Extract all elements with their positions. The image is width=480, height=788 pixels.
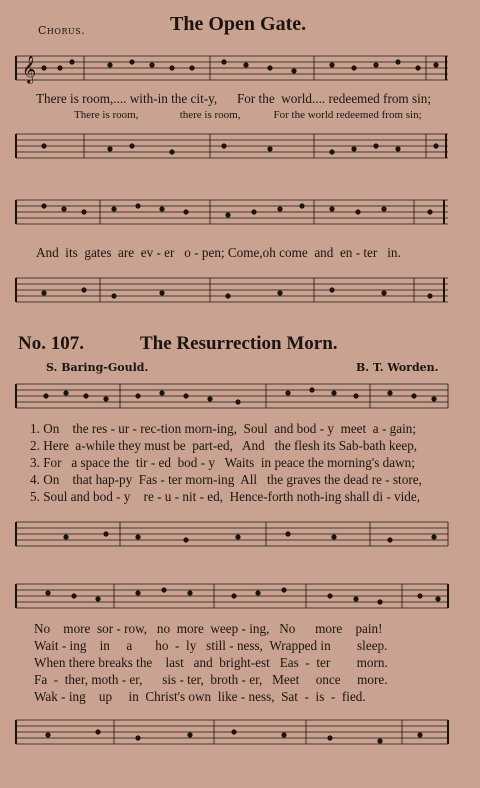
verse-line: 3. For a space the tir - ed bod - y Waits in peace the morning's dawn; <box>30 455 415 470</box>
staff-lines <box>14 706 450 758</box>
music-staff <box>14 706 450 758</box>
music-staff <box>14 508 450 556</box>
music-staff <box>14 374 450 422</box>
verse-line: Fa - ther, moth - er, sis - ter, broth - er, Meet once more. <box>34 672 388 687</box>
verse-line: When there breaks the last and bright-est Eas - ter morn. <box>34 655 388 670</box>
verse-line: 1. On the res - ur - rec-tion morn-ing, Soul and bod - y meet a - gain; <box>30 421 417 436</box>
composer-credit: B. T. Worden. <box>356 361 439 374</box>
verse-line: Wait - ing in a ho - ly still - ness, Wrapped in sleep. <box>34 638 388 653</box>
author-credit: S. Baring-Gould. <box>46 361 149 374</box>
lyric-line: And its gates are ev - er o - pen; Come,oh come and en - ter in. <box>36 245 401 260</box>
verse-line: No more sor - row, no more weep - ing, No more pain! <box>34 621 383 636</box>
verse-line: 5. Soul and bod - y re - u - nit - ed, Hence-forth noth-ing shall di - vide, <box>30 489 421 504</box>
staff-lines <box>14 574 450 622</box>
music-staff <box>14 190 450 238</box>
staff-lines <box>14 190 450 238</box>
music-staff <box>14 120 450 166</box>
staff-lines <box>14 374 450 422</box>
svg-text:𝄞: 𝄞 <box>22 55 37 83</box>
music-staff <box>14 266 450 312</box>
chorus-label: Chorus. <box>38 24 86 37</box>
hymn-title: The Resurrection Morn. <box>140 333 338 354</box>
music-staff <box>14 44 450 94</box>
verse-line: Wak - ing up in Christ's own like - ness, Sat - is - fied. <box>34 689 366 704</box>
staff-lines <box>14 44 450 94</box>
verse-line: 2. Here a-while they must be part-ed, And the flesh its Sab-bath keep, <box>30 438 418 453</box>
verse-line: 4. On that hap-py Fas - ter morn-ing All the graves the dead re - store, <box>30 472 422 487</box>
staff-lines <box>14 266 450 312</box>
lyric-line: There is room,.... with-in the cit-y, For the world.... redeemed from sin; <box>36 91 432 106</box>
lyric-line: There is room, there is room, For the world redeemed from sin; <box>74 109 422 121</box>
staff-lines <box>14 120 450 166</box>
music-staff <box>14 574 450 622</box>
staff-lines <box>14 508 450 556</box>
hymn-number: No. 107. <box>18 333 84 354</box>
hymn-title: The Open Gate. <box>170 13 307 35</box>
